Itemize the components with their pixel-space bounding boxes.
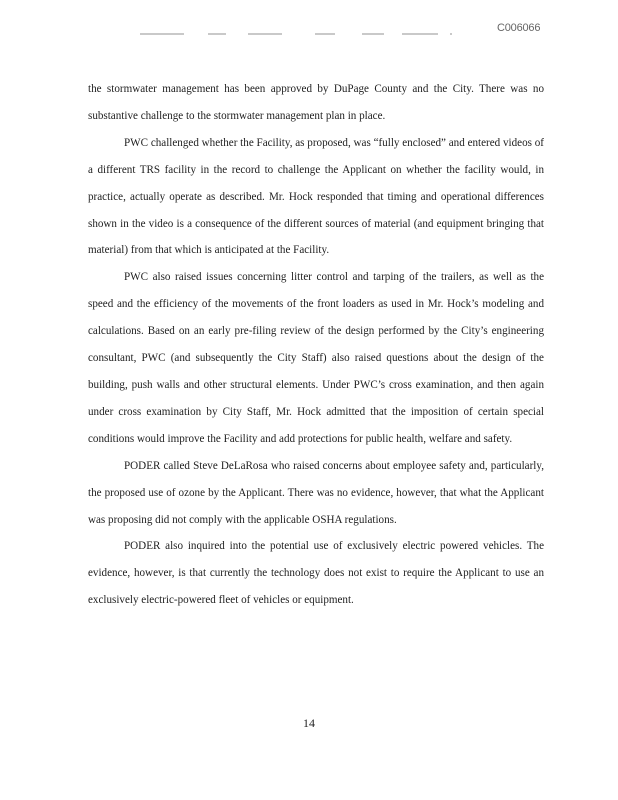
body-text	[88, 76, 544, 614]
stamp-mark	[402, 33, 438, 35]
stamp-mark	[140, 33, 184, 35]
stamp-mark	[248, 33, 282, 35]
paragraph: the stormwater management has been approved by DuPage County and the City. There was no substantive challenge to the stormwater management plan in place.	[88, 83, 544, 122]
stamp-mark	[208, 33, 226, 35]
paragraph: PWC also raised issues concerning litter control and tarping of the trailers, as well as the speed and the efficiency of the movements of the front loaders as used in Mr. Hock’s modeling and calculations. Based on an early pre-filing review of the design performed by the City’s engineering consultant, PWC (and subsequently the City Staff) also raised questions about the design of the building, push walls and other structural elements. Under PWC’s cross examination, and then again under cross examination by City Staff, Mr. Hock admitted that the imposition of certain special conditions would improve the Facility and add protections for public health, welfare and safety.	[88, 271, 544, 445]
stamp-mark	[362, 33, 384, 35]
document-id: C006066	[497, 22, 541, 34]
paragraph: PODER also inquired into the potential use of exclusively electric powered vehicles. The evidence, however, is that currently the technology does not exist to require the Applicant to use an exclusively electric-powered fleet of vehicles or equipment.	[88, 540, 544, 607]
page-number: 14	[303, 716, 315, 730]
paragraph: PODER called Steve DeLaRosa who raised concerns about employee safety and, particularly, the proposed use of ozone by the Applicant. There was no evidence, however, that what the Applicant was proposing did not comply with the applicable OSHA regulations.	[88, 459, 544, 526]
paragraph: PWC challenged whether the Facility, as proposed, was “fully enclosed” and entered videos of a different TRS facility in the record to challenge the Applicant on whether the facility would, in practice, actually operate as described. Mr. Hock responded that timing and operational differences shown in the video is a consequence of the different sources of material (and equipment bringing that material) from that which is anticipated at the Facility.	[88, 136, 544, 257]
stamp-mark	[450, 33, 452, 35]
stamp-mark	[315, 33, 335, 35]
header-stamp-marks	[140, 30, 480, 38]
